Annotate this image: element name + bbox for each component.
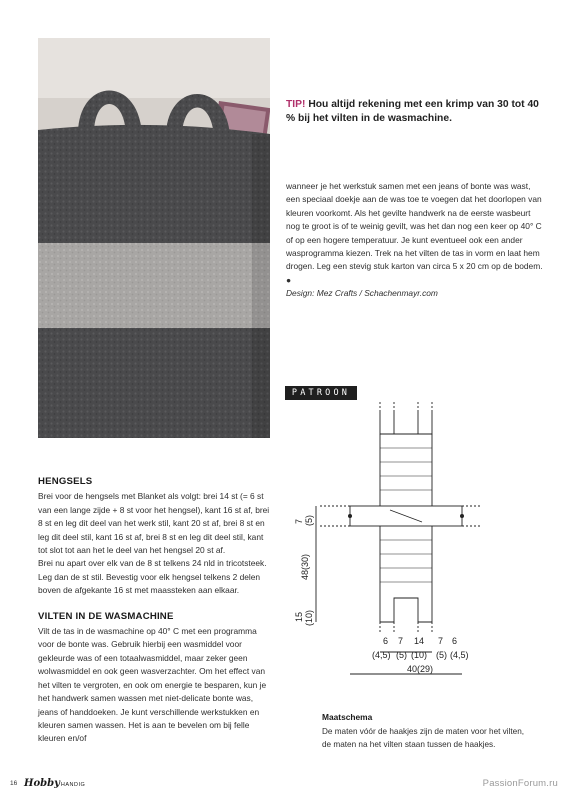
tip-text: Hou altijd rekening met een krimp van 30 tot 40 % bij het vilten in de wasmachine. xyxy=(286,99,539,124)
patroon-header: PATROON xyxy=(285,386,357,400)
dim-bottom-6-left: 6 xyxy=(383,636,389,646)
dim-bottom-14: 14 xyxy=(414,636,425,646)
dim-bottom-7-left: 7 xyxy=(398,636,404,646)
dim-48: 48(30) xyxy=(300,553,310,580)
body-text-right xyxy=(286,180,544,301)
diagram-caption xyxy=(322,711,532,751)
washing-paragraph: wanneer je het werkstuk samen met een jeans of bonte was wast, een speciaal doekje aan de was toe te voegen dat het doorlopen van kleuren voorkomt. Als het gevilte handwerk na de eerste wasbeurt nog te groot is of te weinig gevilt, was het dan nog een keer op 40° C of op een hogere temperatuur. Je kunt eventueel ook een ander wasprogramma kiezen. Trek na het vilten de tas in vorm en laat hem drogen. Leg een stevig stuk karton van circa 5 x 20 cm op de bodem. ● xyxy=(286,181,543,285)
logo-small: HANDIG xyxy=(60,782,86,788)
dim-bottom-10: (10) xyxy=(411,650,428,660)
dim-5: (5) xyxy=(304,515,314,526)
tip-box xyxy=(286,98,548,126)
dim-bottom-45-right: (4,5) xyxy=(450,650,469,660)
magazine-logo xyxy=(24,778,85,789)
vilten-heading: VILTEN IN DE WASMACHINE xyxy=(38,610,174,622)
dim-bottom-45-left: (4,5) xyxy=(372,650,391,660)
dim-bottom-7-right: 7 xyxy=(438,636,444,646)
page-number: 16 xyxy=(10,780,18,787)
hengsels-text-2: Brei nu apart over elk van de 8 st telkens 24 nld in tricotsteek. Leg dan de st stil. Bevestig voor elk hengsel telkens 2 delen boven de afgekante 16 st met maassteken aan elkaar. xyxy=(38,558,267,596)
watermark: PassionForum.ru xyxy=(482,778,558,789)
join-dot-right xyxy=(460,514,464,518)
dim-total: 40(29) xyxy=(407,664,434,674)
vilten-text: Vilt de tas in de wasmachine op 40° C met een programma voor de bonte was. Gebruik hierbij een wasmiddel voor gekleurde was of een totaalwasmiddel, maar zeker geen wolwasmiddel en ook geen wasverzachter. Om het effect van het vilten te vergroten, en ook om energie te besparen, kun je het handwerk samen wassen met niet-delicate bonte was, jeans of handdoeken. Je kunt verschillende werkstukken en kleuren samen wassen. Het is aan te bevelen om bij felle kleuren en/of xyxy=(38,626,267,744)
dim-bottom-5-left: (5) xyxy=(396,650,407,660)
dim-15: 15 xyxy=(294,611,304,622)
dim-bottom-6-right: 6 xyxy=(452,636,458,646)
caption-text: De maten vóór de haakjes zijn de maten voor het vilten, de maten na het vilten staan tussen de haakjes. xyxy=(322,727,525,749)
bag-illustration xyxy=(38,38,270,438)
caption-title: Maatschema xyxy=(322,712,373,722)
bag-photo xyxy=(38,38,270,438)
design-credit: Design: Mez Crafts / Schachenmayr.com xyxy=(286,288,438,299)
page-footer xyxy=(10,778,558,794)
dim-10: (10) xyxy=(304,609,314,626)
tip-label: TIP! xyxy=(286,99,306,110)
join-dot-left xyxy=(348,514,352,518)
top-left-handle xyxy=(380,410,394,434)
hengsels-heading: HENGSELS xyxy=(38,476,93,487)
pattern-diagram xyxy=(280,400,480,695)
logo-main: Hobby xyxy=(24,778,60,789)
instructions-column xyxy=(38,475,274,746)
dim-7: 7 xyxy=(294,518,304,524)
top-right-handle xyxy=(418,410,432,434)
dim-bottom-5-right: (5) xyxy=(436,650,447,660)
hengsels-text-1: Brei voor de hengsels met Blanket als volgt: brei 14 st (= 6 st van een lange zijde + 8 st voor het hengsel), kant 16 st af, brei 8 st en leg dit deel van het werk stil, kant 20 st af, brei 8 st en leg dit deel stil, kant 16 st af, brei 8 st en leg dit deel stil, kant tot slot tot aan het le deel van het hengsel 20 st af. xyxy=(38,491,270,556)
